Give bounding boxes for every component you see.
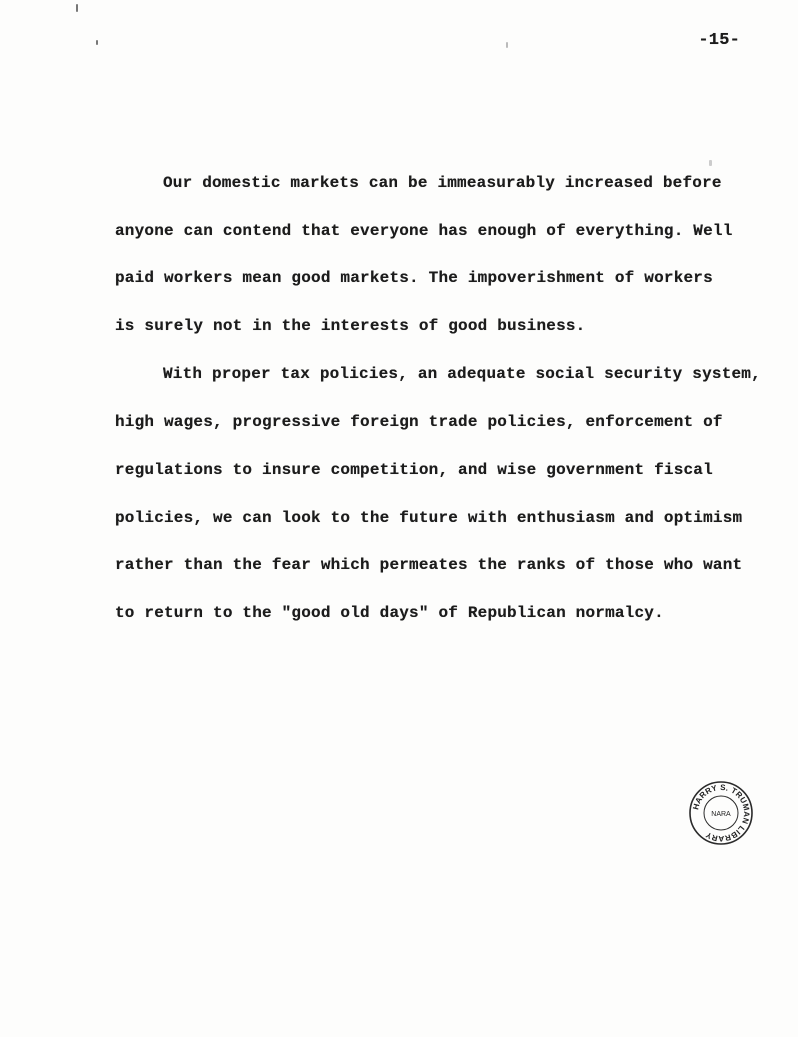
paragraph-2-line-4: policies, we can look to the future with enthusiasm and optimism	[115, 509, 743, 527]
page-number: -15-	[698, 31, 740, 50]
scan-speck	[709, 160, 712, 166]
paragraph-1-line-3: paid workers mean good markets. The impoverishment of workers	[115, 269, 713, 287]
paragraph-2-line-3: regulations to insure competition, and wise government fiscal	[115, 461, 713, 479]
paragraph-2-line-6: to return to the "good old days" of Republican normalcy.	[115, 604, 664, 622]
library-stamp	[688, 780, 754, 846]
scan-speck	[506, 42, 508, 48]
paragraph-1-line-4: is surely not in the interests of good business.	[115, 317, 586, 335]
scan-speck	[76, 4, 78, 12]
paragraph-2-line-2: high wages, progressive foreign trade policies, enforcement of	[115, 413, 723, 431]
paragraph-2-line-1: With proper tax policies, an adequate social security system,	[163, 365, 761, 383]
paragraph-1-line-1: Our domestic markets can be immeasurably increased before	[163, 174, 722, 192]
paragraph-1-line-2: anyone can contend that everyone has enough of everything. Well	[115, 222, 733, 240]
scan-speck	[96, 40, 98, 45]
paragraph-2-line-5: rather than the fear which permeates the ranks of those who want	[115, 556, 743, 574]
stamp-center-text: NARA	[711, 811, 731, 818]
stamp-ring-text: HARRY S. TRUMAN LIBRARY	[691, 782, 752, 844]
